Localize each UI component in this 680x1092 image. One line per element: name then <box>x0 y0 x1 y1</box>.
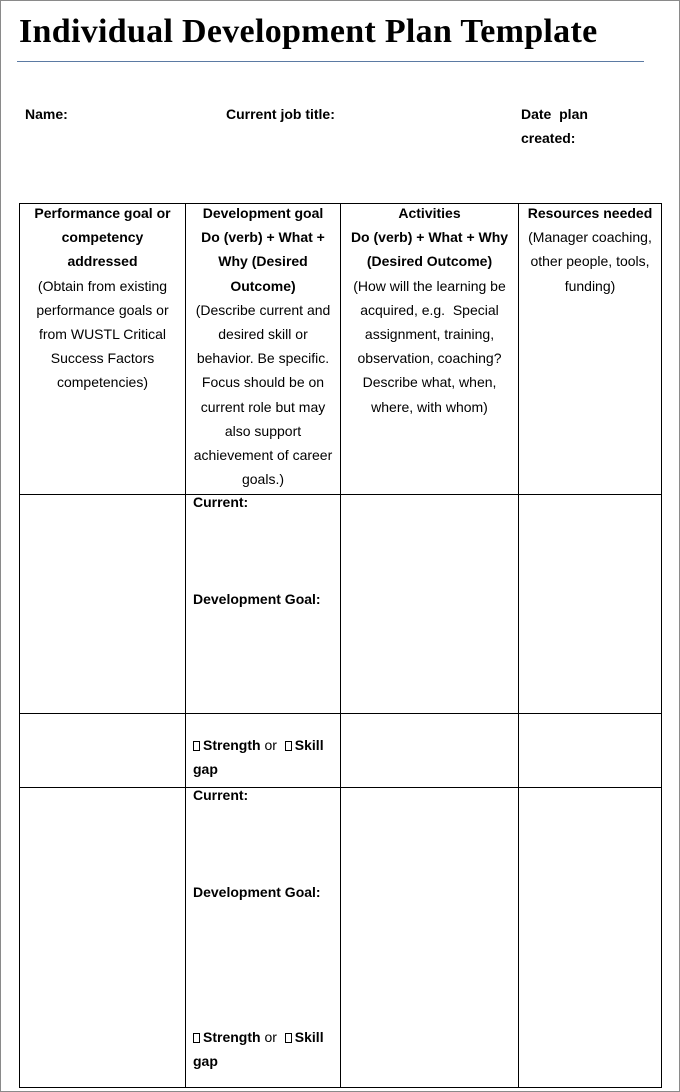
header-text: Activities <box>398 205 461 221</box>
header-description: also support <box>224 422 302 439</box>
header-development-goal <box>186 201 340 491</box>
header-text: Performance goal or <box>34 205 171 221</box>
header-description: (Describe current and <box>195 301 331 318</box>
header-description: goals.) <box>241 471 285 488</box>
header-description: Success Factors <box>50 350 155 367</box>
date-label-line1: Date plan <box>521 106 588 122</box>
row-divider <box>20 713 661 714</box>
checkbox-icon[interactable] <box>193 1033 200 1043</box>
column-divider <box>518 204 519 1087</box>
or-text: or <box>264 737 277 753</box>
checkbox-icon[interactable] <box>285 1033 292 1043</box>
header-text: addressed <box>67 253 138 270</box>
current-label: Current: <box>193 494 249 510</box>
header-description: behavior. Be specific. <box>196 350 330 367</box>
header-description: assignment, training, <box>364 326 495 343</box>
header-description: achievement of career <box>193 447 333 464</box>
gap-label: gap <box>193 1053 218 1069</box>
header-description: from WUSTL Critical <box>38 326 167 343</box>
header-resources-needed <box>519 201 661 298</box>
title-underline <box>17 61 644 62</box>
header-description: acquired, e.g. Special <box>360 301 499 318</box>
skill-label: Skill <box>294 737 324 753</box>
date-label-line2: created: <box>521 130 576 146</box>
header-description: other people, tools, <box>530 253 650 270</box>
row-divider <box>20 494 661 495</box>
header-description: observation, coaching? <box>357 350 502 367</box>
header-performance-goal <box>20 201 185 395</box>
skill-label: Skill <box>294 1029 324 1045</box>
header-description: current role but may <box>200 398 326 415</box>
header-text: Resources needed <box>527 205 653 221</box>
header-description: where, with whom) <box>371 398 488 415</box>
header-text: Development goal <box>202 205 324 221</box>
header-description: Describe what, when, <box>362 374 497 391</box>
strength-label: Strength <box>203 737 261 753</box>
header-description: performance goals or <box>36 301 169 318</box>
header-text: (Desired Outcome) <box>366 253 493 270</box>
development-goal-label: Development Goal: <box>193 884 321 900</box>
header-text: Outcome) <box>230 277 296 294</box>
header-description: competencies) <box>56 374 149 391</box>
checkbox-icon[interactable] <box>193 741 200 751</box>
date-created-label <box>521 102 588 150</box>
header-text: competency <box>61 229 144 246</box>
development-goal-label: Development Goal: <box>193 591 321 607</box>
checkbox-icon[interactable] <box>285 741 292 751</box>
development-plan-table <box>19 203 662 1088</box>
strength-label: Strength <box>203 1029 261 1045</box>
header-description: desired skill or <box>218 326 308 343</box>
gap-label: gap <box>193 761 218 777</box>
current-label: Current: <box>193 787 249 803</box>
strength-or-skill-gap-option[interactable] <box>193 1025 324 1073</box>
or-text: or <box>264 1029 277 1045</box>
header-text: Do (verb) + What + <box>201 229 325 246</box>
page-title: Individual Development Plan Template <box>19 13 598 50</box>
job-title-label: Current job title: <box>226 106 335 122</box>
header-text: Do (verb) + What + Why <box>350 229 509 246</box>
strength-or-skill-gap-option[interactable] <box>193 733 324 781</box>
header-description: (Obtain from existing <box>37 277 168 294</box>
header-description: Focus should be on <box>201 374 325 391</box>
header-description: (Manager coaching, <box>528 229 652 246</box>
header-description: funding) <box>564 277 616 294</box>
name-label: Name: <box>25 106 68 122</box>
header-activities <box>341 201 518 419</box>
header-text: Why (Desired <box>218 253 308 270</box>
header-description: (How will the learning be <box>353 277 506 294</box>
row-divider <box>20 787 661 788</box>
